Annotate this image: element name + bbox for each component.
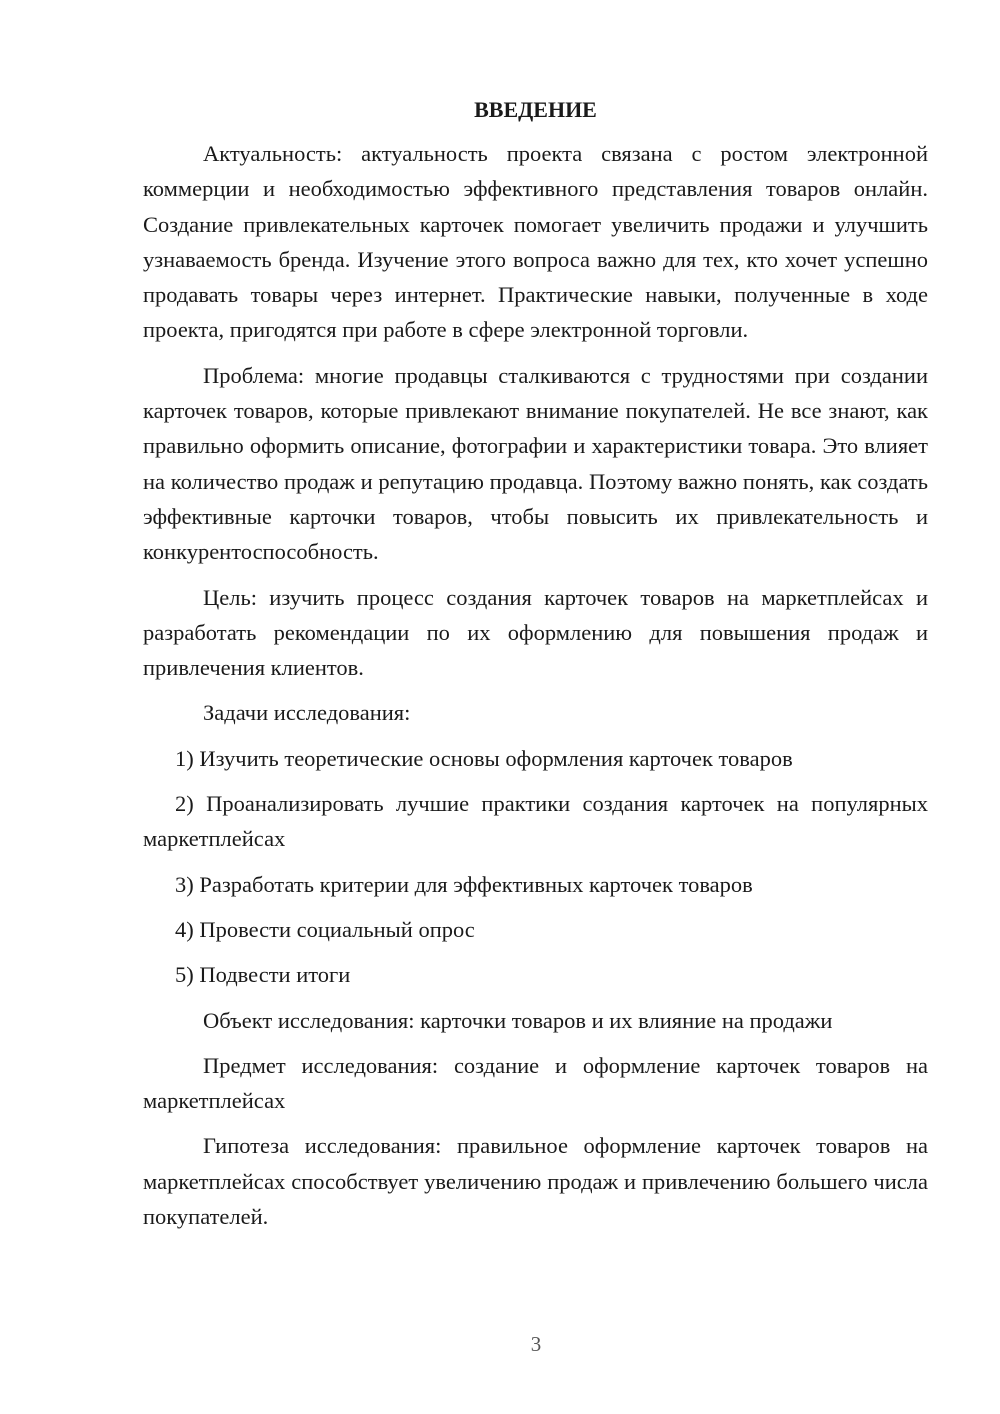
task-item-4: 4) Провести социальный опрос [175, 916, 475, 942]
task-item-2: 2) Проанализировать лучшие практики создания карточек на популярных маркетплейсах [143, 791, 928, 852]
task-item-5: 5) Подвести итоги [175, 962, 351, 988]
tasks-title: Задачи исследования: [203, 700, 411, 726]
page-number: 3 [530, 1332, 542, 1356]
object-paragraph: Объект исследования: карточки товаров и их влияние на продажи [203, 1007, 833, 1033]
tasks-list [143, 741, 928, 993]
section-heading: ВВЕДЕНИЕ [474, 97, 597, 122]
problem-paragraph: Проблема: многие продавцы сталкиваются с трудностями при создании карточек товаров, которые привлекают внимание покупателей. Не все знают, как правильно оформить описание, фотографии и характеристики товара. Это влияет на количество продаж и репутацию продавца. Поэтому важно понять, как создать эффективные карточки товаров, чтобы повысить их привлекательность и конкурентоспособность. [143, 362, 928, 565]
relevance-paragraph: Актуальность: актуальность проекта связана с ростом электронной коммерции и необходимостью эффективного представления товаров онлайн. Создание привлекательных карточек помогает увеличить продажи и улучшить узнаваемость бренда. Изучение этого вопроса важно для тех, кто хочет успешно продавать товары через интернет. Практические навыки, полученные в ходе проекта, пригодятся при работе в сфере электронной торговли. [143, 141, 928, 343]
document-body [143, 92, 928, 1244]
subject-paragraph: Предмет исследования: создание и оформление карточек товаров на маркетплейсах [143, 1052, 928, 1114]
goal-paragraph: Цель: изучить процесс создания карточек товаров на маркетплейсах и разработать рекомендации по их оформлению для повышения продаж и привлечения клиентов. [143, 584, 928, 681]
task-item-1: 1) Изучить теоретические основы оформления карточек товаров [175, 745, 793, 771]
task-item-3: 3) Разработать критерии для эффективных карточек товаров [175, 871, 753, 897]
hypothesis-paragraph: Гипотеза исследования: правильное оформление карточек товаров на маркетплейсах способствует увеличению продаж и привлечению большего числа покупателей. [143, 1133, 928, 1230]
